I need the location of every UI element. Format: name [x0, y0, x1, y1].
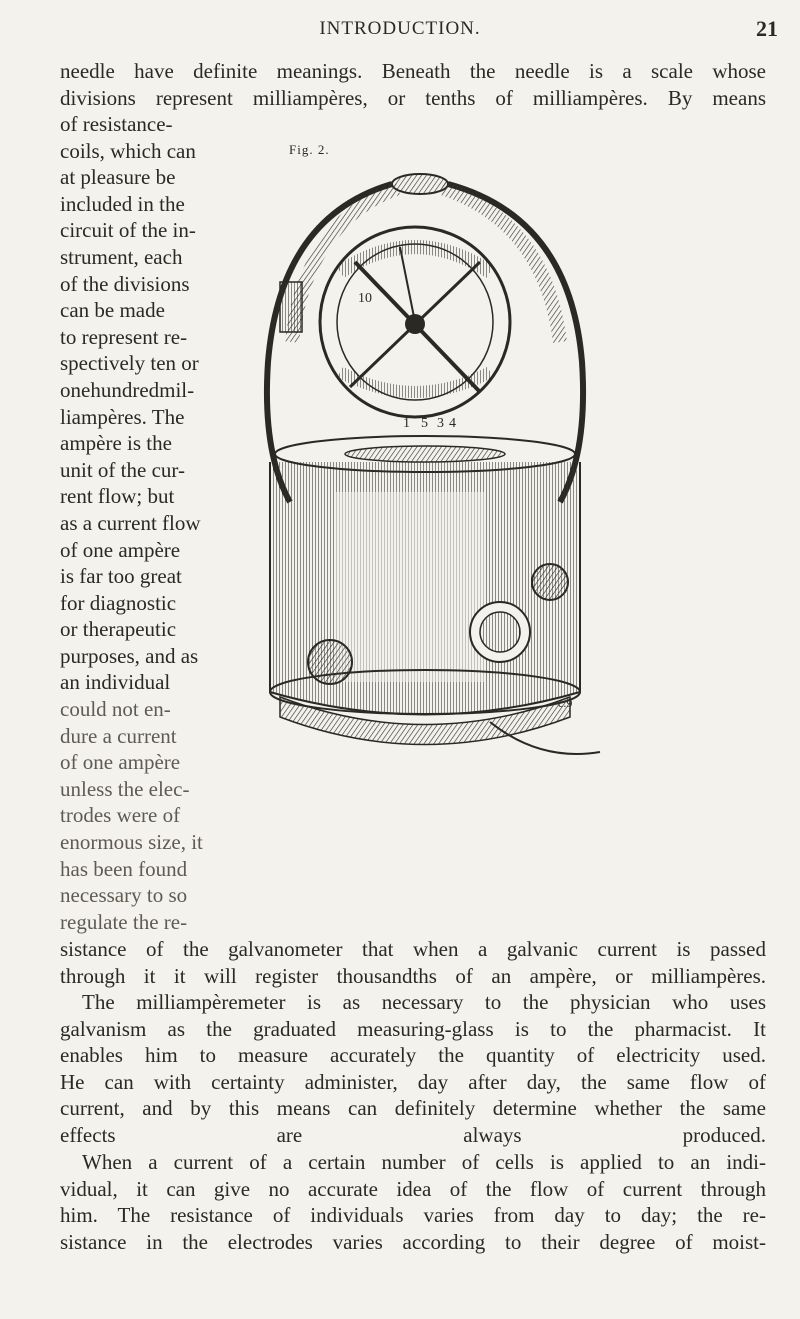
text-line: onehundredmil-	[60, 377, 195, 402]
text-line: strument, each	[60, 244, 183, 269]
text-line: vidual, it can give no accurate idea of the flow of current through	[60, 1176, 766, 1201]
paragraph-current	[60, 1149, 766, 1255]
text-line: an individual	[60, 670, 171, 695]
text-line: effects are always produced.	[60, 1122, 766, 1147]
text-line: sistance of the galvanometer that when a galvanic current is passed	[60, 937, 766, 961]
text-line: through it it will register thousandths of an ampère, or milliampères.	[60, 963, 766, 988]
text-line: to represent re-	[60, 324, 188, 349]
text-line: enormous size, it	[60, 830, 203, 855]
text-line: When a current of a certain number of cells is applied to an indi-	[82, 1150, 766, 1174]
text-line: of one ampère	[60, 750, 181, 775]
text-line: rent flow; but	[60, 484, 175, 509]
text-line: ampère is the	[60, 431, 172, 456]
text-line: unless the elec-	[60, 776, 190, 801]
text-line: him. The resistance of individuals varies from day to day; the re-	[60, 1203, 766, 1228]
page-header	[0, 16, 800, 46]
text-line: or therapeutic	[60, 617, 177, 642]
running-head: INTRODUCTION.	[319, 18, 481, 39]
text-line: could not en-	[60, 697, 171, 722]
milliamperemeter-figure	[240, 162, 610, 782]
text-line: divisions represent milliampères, or tenths of milliampères. By means	[60, 85, 766, 110]
text-line: as a current flow	[60, 510, 201, 535]
scale-number: 3	[437, 416, 444, 431]
text-line: needle have definite meanings. Beneath the needle is a scale whose	[60, 59, 766, 83]
page-number: 21	[756, 16, 778, 41]
scale-number: 4	[449, 416, 456, 431]
text-line: enables him to measure accurately the quantity of electricity used.	[60, 1043, 766, 1068]
paragraph-milliamperemeter	[60, 989, 766, 1149]
text-line: included in the	[60, 191, 185, 216]
scale-number: 5	[421, 416, 428, 431]
side-mark: c.9	[558, 696, 573, 710]
text-line: galvanism as the graduated measuring-glass is to the pharmacist. It	[60, 1016, 766, 1041]
dial-label: 10	[358, 291, 372, 306]
wrapped-column	[60, 111, 238, 935]
text-line: for diagnostic	[60, 590, 177, 615]
text-line: is far too great	[60, 564, 182, 589]
text-line: spectively ten or	[60, 351, 199, 376]
paragraph-opening	[60, 58, 766, 111]
text-line: can be made	[60, 298, 165, 323]
text-line: dure a current	[60, 723, 177, 748]
figure-caption: Fig. 2.	[289, 142, 330, 157]
text-line: purposes, and as	[60, 643, 199, 668]
text-line: of one ampère	[60, 537, 181, 562]
paragraph-continuation	[60, 936, 766, 989]
text-line: He can with certainty administer, day after day, the same flow of	[60, 1069, 766, 1094]
text-line: The milliampèremeter is as necessary to the physician who uses	[82, 990, 766, 1014]
text-line: current, and by this means can definitely determine whether the same	[60, 1096, 766, 1121]
text-line: at pleasure be	[60, 165, 176, 190]
scale-number: 1	[403, 416, 410, 431]
text-line: regulate the re-	[60, 909, 188, 934]
text-line: has been found	[60, 856, 188, 881]
text-line: of resistance-	[60, 112, 173, 136]
text-line: necessary to so	[60, 883, 188, 908]
text-line: sistance in the electrodes varies according to their degree of moist-	[60, 1229, 766, 1254]
text-line: liampères. The	[60, 404, 185, 429]
text-line: coils, which can	[60, 138, 196, 163]
text-line: unit of the cur-	[60, 457, 185, 482]
text-line: of the divisions	[60, 271, 190, 296]
text-line: circuit of the in-	[60, 218, 196, 243]
text-line: trodes were of	[60, 803, 181, 828]
